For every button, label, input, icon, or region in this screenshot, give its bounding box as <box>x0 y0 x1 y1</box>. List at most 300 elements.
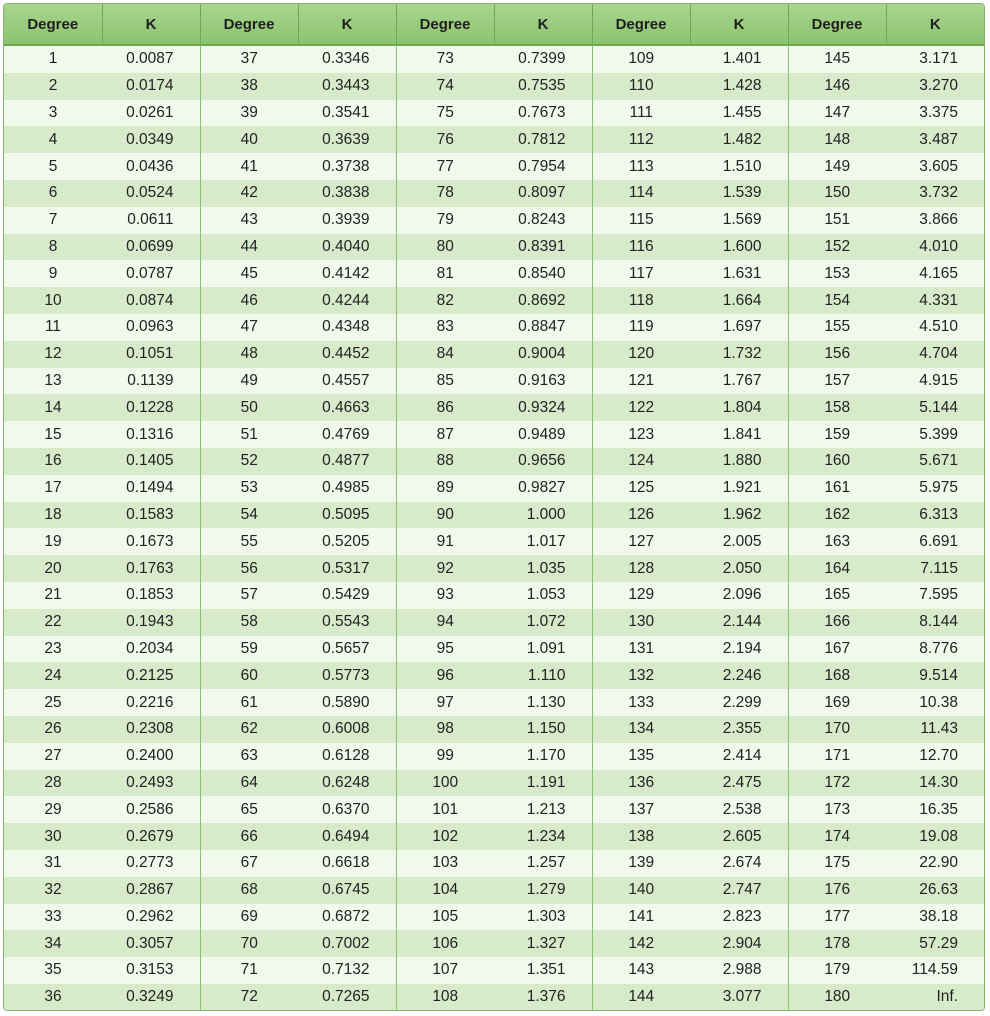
degree-cell: 147 <box>788 100 886 127</box>
k-value-cell: 0.1583 <box>102 502 200 529</box>
degree-cell: 93 <box>396 582 494 609</box>
k-value-cell: 1.664 <box>690 287 788 314</box>
degree-cell: 15 <box>4 421 102 448</box>
degree-cell: 30 <box>4 823 102 850</box>
degree-cell: 97 <box>396 689 494 716</box>
k-value-cell: 0.3346 <box>298 45 396 73</box>
k-value-cell: 2.096 <box>690 582 788 609</box>
degree-cell: 28 <box>4 770 102 797</box>
k-value-cell: 0.6745 <box>298 877 396 904</box>
k-value-cell: 1.569 <box>690 207 788 234</box>
k-value-cell: 1.072 <box>494 609 592 636</box>
degree-cell: 49 <box>200 368 298 395</box>
table-row <box>4 796 984 823</box>
k-value-cell: 0.2400 <box>102 743 200 770</box>
degree-cell: 20 <box>4 555 102 582</box>
degree-cell: 32 <box>4 877 102 904</box>
degree-cell: 67 <box>200 850 298 877</box>
k-value-cell: 10.38 <box>886 689 984 716</box>
k-value-cell: 0.1943 <box>102 609 200 636</box>
degree-cell: 162 <box>788 502 886 529</box>
degree-cell: 167 <box>788 636 886 663</box>
degree-cell: 74 <box>396 73 494 100</box>
k-value-cell: 16.35 <box>886 796 984 823</box>
k-value-cell: 0.2493 <box>102 770 200 797</box>
degree-cell: 146 <box>788 73 886 100</box>
degree-cell: 127 <box>592 528 690 555</box>
degree-cell: 59 <box>200 636 298 663</box>
degree-cell: 161 <box>788 475 886 502</box>
degree-cell: 73 <box>396 45 494 73</box>
k-value-cell: 1.767 <box>690 368 788 395</box>
k-value-cell: 0.9324 <box>494 394 592 421</box>
k-value-cell: 0.0349 <box>102 126 200 153</box>
k-value-cell: 0.5317 <box>298 555 396 582</box>
k-value-cell: 4.165 <box>886 260 984 287</box>
k-value-cell: 0.4663 <box>298 394 396 421</box>
k-value-cell: 0.1228 <box>102 394 200 421</box>
k-value-cell: 7.115 <box>886 555 984 582</box>
k-value-cell: 0.1051 <box>102 341 200 368</box>
degree-cell: 70 <box>200 930 298 957</box>
degree-cell: 165 <box>788 582 886 609</box>
k-value-cell: 26.63 <box>886 877 984 904</box>
k-value-cell: 0.3443 <box>298 73 396 100</box>
k-value-cell: 9.514 <box>886 662 984 689</box>
degree-cell: 138 <box>592 823 690 850</box>
k-value-cell: 0.3738 <box>298 153 396 180</box>
degree-cell: 128 <box>592 555 690 582</box>
k-value-cell: 0.6008 <box>298 716 396 743</box>
degree-cell: 144 <box>592 984 690 1011</box>
table-row <box>4 234 984 261</box>
degree-cell: 112 <box>592 126 690 153</box>
degree-cell: 145 <box>788 45 886 73</box>
k-value-cell: 1.510 <box>690 153 788 180</box>
degree-cell: 170 <box>788 716 886 743</box>
k-value-cell: 2.538 <box>690 796 788 823</box>
k-value-cell: 1.130 <box>494 689 592 716</box>
k-value-cell: 0.3057 <box>102 930 200 957</box>
k-value-cell: 2.904 <box>690 930 788 957</box>
k-value-cell: 0.9656 <box>494 448 592 475</box>
k-value-cell: 0.8540 <box>494 260 592 287</box>
degree-cell: 137 <box>592 796 690 823</box>
k-value-cell: 0.1853 <box>102 582 200 609</box>
degree-cell: 35 <box>4 957 102 984</box>
table-row <box>4 904 984 931</box>
k-value-cell: 3.171 <box>886 45 984 73</box>
k-value-cell: 7.595 <box>886 582 984 609</box>
k-value-cell: 5.671 <box>886 448 984 475</box>
degree-cell: 9 <box>4 260 102 287</box>
k-value-cell: 0.7535 <box>494 73 592 100</box>
k-value-cell: 0.0611 <box>102 207 200 234</box>
table-row <box>4 636 984 663</box>
degree-cell: 77 <box>396 153 494 180</box>
k-value-cell: 2.355 <box>690 716 788 743</box>
degree-cell: 94 <box>396 609 494 636</box>
table-header-row <box>4 4 984 45</box>
degree-cell: 82 <box>396 287 494 314</box>
k-value-cell: 0.2034 <box>102 636 200 663</box>
k-value-cell: 0.9489 <box>494 421 592 448</box>
k-value-cell: 1.804 <box>690 394 788 421</box>
degree-cell: 120 <box>592 341 690 368</box>
k-value-cell: 0.4877 <box>298 448 396 475</box>
k-value-cell: 2.674 <box>690 850 788 877</box>
k-value-cell: 0.0261 <box>102 100 200 127</box>
degree-cell: 65 <box>200 796 298 823</box>
k-value-cell: 0.4040 <box>298 234 396 261</box>
k-value-cell: 3.077 <box>690 984 788 1011</box>
k-value-cell: 0.6618 <box>298 850 396 877</box>
degree-cell: 86 <box>396 394 494 421</box>
k-value-cell: 2.194 <box>690 636 788 663</box>
table-row <box>4 528 984 555</box>
degree-cell: 41 <box>200 153 298 180</box>
k-value-cell: 0.6248 <box>298 770 396 797</box>
degree-cell: 151 <box>788 207 886 234</box>
table-row <box>4 260 984 287</box>
degree-cell: 125 <box>592 475 690 502</box>
degree-cell: 104 <box>396 877 494 904</box>
degree-cell: 99 <box>396 743 494 770</box>
k-value-cell: 0.6128 <box>298 743 396 770</box>
degree-cell: 174 <box>788 823 886 850</box>
table-row <box>4 421 984 448</box>
k-value-cell: 0.3541 <box>298 100 396 127</box>
table-row <box>4 207 984 234</box>
k-value-cell: 1.035 <box>494 555 592 582</box>
k-value-cell: 3.270 <box>886 73 984 100</box>
k-value-cell: 0.4244 <box>298 287 396 314</box>
k-value-cell: 0.4557 <box>298 368 396 395</box>
degree-cell: 90 <box>396 502 494 529</box>
table-row <box>4 743 984 770</box>
degree-cell: 40 <box>200 126 298 153</box>
header-degree: Degree <box>200 4 298 45</box>
k-value-cell: 1.428 <box>690 73 788 100</box>
k-value-cell: 1.327 <box>494 930 592 957</box>
k-value-cell: 0.8243 <box>494 207 592 234</box>
k-value-cell: 1.376 <box>494 984 592 1011</box>
degree-cell: 47 <box>200 314 298 341</box>
degree-cell: 177 <box>788 904 886 931</box>
degree-cell: 46 <box>200 287 298 314</box>
degree-cell: 39 <box>200 100 298 127</box>
k-value-cell: 1.234 <box>494 823 592 850</box>
k-value-cell: 0.0436 <box>102 153 200 180</box>
header-k: K <box>102 4 200 45</box>
degree-cell: 80 <box>396 234 494 261</box>
k-value-cell: 3.605 <box>886 153 984 180</box>
degree-cell: 72 <box>200 984 298 1011</box>
degree-cell: 180 <box>788 984 886 1011</box>
degree-cell: 85 <box>396 368 494 395</box>
degree-cell: 91 <box>396 528 494 555</box>
table-row <box>4 45 984 73</box>
table-row <box>4 930 984 957</box>
k-value-cell: 6.691 <box>886 528 984 555</box>
k-value-cell: 0.0699 <box>102 234 200 261</box>
k-value-cell: 22.90 <box>886 850 984 877</box>
header-k: K <box>494 4 592 45</box>
k-value-cell: 1.213 <box>494 796 592 823</box>
degree-cell: 34 <box>4 930 102 957</box>
k-value-cell: 0.0787 <box>102 260 200 287</box>
degree-cell: 148 <box>788 126 886 153</box>
k-value-cell: 1.170 <box>494 743 592 770</box>
k-value-cell: 0.0963 <box>102 314 200 341</box>
k-value-cell: 2.005 <box>690 528 788 555</box>
k-value-cell: 0.3639 <box>298 126 396 153</box>
degree-cell: 5 <box>4 153 102 180</box>
table-row <box>4 957 984 984</box>
degree-cell: 3 <box>4 100 102 127</box>
degree-cell: 141 <box>592 904 690 931</box>
k-value-cell: 3.375 <box>886 100 984 127</box>
degree-cell: 38 <box>200 73 298 100</box>
degree-cell: 130 <box>592 609 690 636</box>
k-value-cell: 0.7132 <box>298 957 396 984</box>
k-value-cell: 4.331 <box>886 287 984 314</box>
k-value-cell: 11.43 <box>886 716 984 743</box>
table-row <box>4 394 984 421</box>
table-row <box>4 689 984 716</box>
k-value-cell: 0.2773 <box>102 850 200 877</box>
degree-cell: 98 <box>396 716 494 743</box>
degree-cell: 117 <box>592 260 690 287</box>
k-value-cell: 1.455 <box>690 100 788 127</box>
table-row <box>4 609 984 636</box>
k-value-cell: 4.510 <box>886 314 984 341</box>
degree-cell: 61 <box>200 689 298 716</box>
degree-cell: 115 <box>592 207 690 234</box>
k-value-cell: 5.975 <box>886 475 984 502</box>
k-value-cell: 1.401 <box>690 45 788 73</box>
degree-cell: 63 <box>200 743 298 770</box>
k-value-cell: 4.010 <box>886 234 984 261</box>
degree-cell: 96 <box>396 662 494 689</box>
k-value-cell: 1.000 <box>494 502 592 529</box>
k-value-cell: 0.2962 <box>102 904 200 931</box>
k-value-cell: 0.1316 <box>102 421 200 448</box>
degree-cell: 31 <box>4 850 102 877</box>
k-value-cell: 38.18 <box>886 904 984 931</box>
table-row <box>4 448 984 475</box>
k-value-cell: 1.697 <box>690 314 788 341</box>
k-value-cell: 0.9004 <box>494 341 592 368</box>
degree-cell: 166 <box>788 609 886 636</box>
degree-cell: 102 <box>396 823 494 850</box>
degree-cell: 116 <box>592 234 690 261</box>
k-value-cell: 0.7002 <box>298 930 396 957</box>
k-value-cell: 2.144 <box>690 609 788 636</box>
degree-cell: 25 <box>4 689 102 716</box>
k-value-cell: 1.303 <box>494 904 592 931</box>
k-value-cell: 0.5773 <box>298 662 396 689</box>
degree-cell: 152 <box>788 234 886 261</box>
k-value-cell: 0.4348 <box>298 314 396 341</box>
k-value-cell: 1.017 <box>494 528 592 555</box>
k-value-cell: 1.962 <box>690 502 788 529</box>
k-value-cell: 4.915 <box>886 368 984 395</box>
degree-cell: 160 <box>788 448 886 475</box>
k-value-cell: 0.7812 <box>494 126 592 153</box>
degree-cell: 45 <box>200 260 298 287</box>
degree-cell: 106 <box>396 930 494 957</box>
degree-cell: 75 <box>396 100 494 127</box>
degree-cell: 37 <box>200 45 298 73</box>
degree-cell: 43 <box>200 207 298 234</box>
degree-cell: 4 <box>4 126 102 153</box>
k-value-cell: 0.2308 <box>102 716 200 743</box>
table-row <box>4 582 984 609</box>
k-value-cell: 1.600 <box>690 234 788 261</box>
header-degree: Degree <box>396 4 494 45</box>
degree-cell: 64 <box>200 770 298 797</box>
degree-cell: 50 <box>200 394 298 421</box>
k-value-cell: 2.605 <box>690 823 788 850</box>
degree-cell: 21 <box>4 582 102 609</box>
degree-cell: 153 <box>788 260 886 287</box>
degree-cell: 122 <box>592 394 690 421</box>
k-value-cell: 1.631 <box>690 260 788 287</box>
k-value-cell: 3.866 <box>886 207 984 234</box>
k-value-cell: 114.59 <box>886 957 984 984</box>
k-value-cell: 0.3249 <box>102 984 200 1011</box>
degree-cell: 16 <box>4 448 102 475</box>
degree-cell: 108 <box>396 984 494 1011</box>
degree-cell: 111 <box>592 100 690 127</box>
degree-cell: 123 <box>592 421 690 448</box>
degree-cell: 142 <box>592 930 690 957</box>
degree-cell: 52 <box>200 448 298 475</box>
k-value-cell: 14.30 <box>886 770 984 797</box>
degree-cell: 24 <box>4 662 102 689</box>
k-value-cell: 2.823 <box>690 904 788 931</box>
k-value-cell: 1.539 <box>690 180 788 207</box>
degree-cell: 168 <box>788 662 886 689</box>
degree-cell: 149 <box>788 153 886 180</box>
k-value-cell: 0.5205 <box>298 528 396 555</box>
degree-cell: 173 <box>788 796 886 823</box>
k-value-cell: 3.732 <box>886 180 984 207</box>
k-value-cell: 0.0874 <box>102 287 200 314</box>
k-value-cell: 0.2216 <box>102 689 200 716</box>
k-value-cell: 2.747 <box>690 877 788 904</box>
k-value-cell: 0.6370 <box>298 796 396 823</box>
degree-cell: 118 <box>592 287 690 314</box>
degree-cell: 169 <box>788 689 886 716</box>
degree-cell: 54 <box>200 502 298 529</box>
k-value-cell: 1.150 <box>494 716 592 743</box>
degree-cell: 36 <box>4 984 102 1011</box>
k-value-cell: 0.3939 <box>298 207 396 234</box>
k-value-cell: 0.8097 <box>494 180 592 207</box>
degree-cell: 53 <box>200 475 298 502</box>
degree-cell: 132 <box>592 662 690 689</box>
degree-cell: 42 <box>200 180 298 207</box>
k-value-cell: 2.050 <box>690 555 788 582</box>
degree-cell: 76 <box>396 126 494 153</box>
k-value-cell: 0.1763 <box>102 555 200 582</box>
degree-cell: 23 <box>4 636 102 663</box>
k-value-cell: 0.6494 <box>298 823 396 850</box>
degree-cell: 22 <box>4 609 102 636</box>
k-value-cell: 2.246 <box>690 662 788 689</box>
header-k: K <box>886 4 984 45</box>
degree-cell: 163 <box>788 528 886 555</box>
degree-cell: 69 <box>200 904 298 931</box>
k-value-cell: 0.1139 <box>102 368 200 395</box>
k-value-cell: 5.399 <box>886 421 984 448</box>
k-value-cell: 1.880 <box>690 448 788 475</box>
header-k: K <box>298 4 396 45</box>
k-value-cell: 0.5429 <box>298 582 396 609</box>
degree-cell: 51 <box>200 421 298 448</box>
k-value-cell: 1.053 <box>494 582 592 609</box>
header-degree: Degree <box>788 4 886 45</box>
degree-cell: 105 <box>396 904 494 931</box>
table-row <box>4 850 984 877</box>
degree-cell: 8 <box>4 234 102 261</box>
degree-cell: 56 <box>200 555 298 582</box>
table-row <box>4 287 984 314</box>
degree-cell: 71 <box>200 957 298 984</box>
degree-cell: 57 <box>200 582 298 609</box>
k-value-cell: Inf. <box>886 984 984 1011</box>
k-value-cell: 4.704 <box>886 341 984 368</box>
degree-cell: 62 <box>200 716 298 743</box>
table-row <box>4 126 984 153</box>
k-value-cell: 0.0087 <box>102 45 200 73</box>
degree-cell: 83 <box>396 314 494 341</box>
table-row <box>4 823 984 850</box>
degree-cell: 124 <box>592 448 690 475</box>
degree-cell: 121 <box>592 368 690 395</box>
degree-cell: 136 <box>592 770 690 797</box>
degree-cell: 129 <box>592 582 690 609</box>
k-value-cell: 1.351 <box>494 957 592 984</box>
k-value-cell: 3.487 <box>886 126 984 153</box>
header-degree: Degree <box>4 4 102 45</box>
k-value-cell: 19.08 <box>886 823 984 850</box>
k-value-cell: 0.9827 <box>494 475 592 502</box>
k-value-cell: 57.29 <box>886 930 984 957</box>
degree-cell: 172 <box>788 770 886 797</box>
degree-cell: 133 <box>592 689 690 716</box>
k-value-cell: 6.313 <box>886 502 984 529</box>
table-row <box>4 770 984 797</box>
degree-cell: 19 <box>4 528 102 555</box>
degree-cell: 114 <box>592 180 690 207</box>
degree-cell: 100 <box>396 770 494 797</box>
table-row <box>4 153 984 180</box>
degree-cell: 88 <box>396 448 494 475</box>
table-row <box>4 314 984 341</box>
k-value-cell: 0.4142 <box>298 260 396 287</box>
table-row <box>4 555 984 582</box>
degree-cell: 113 <box>592 153 690 180</box>
degree-cell: 171 <box>788 743 886 770</box>
degree-cell: 89 <box>396 475 494 502</box>
k-value-cell: 0.4769 <box>298 421 396 448</box>
k-value-cell: 5.144 <box>886 394 984 421</box>
degree-cell: 13 <box>4 368 102 395</box>
header-degree: Degree <box>592 4 690 45</box>
